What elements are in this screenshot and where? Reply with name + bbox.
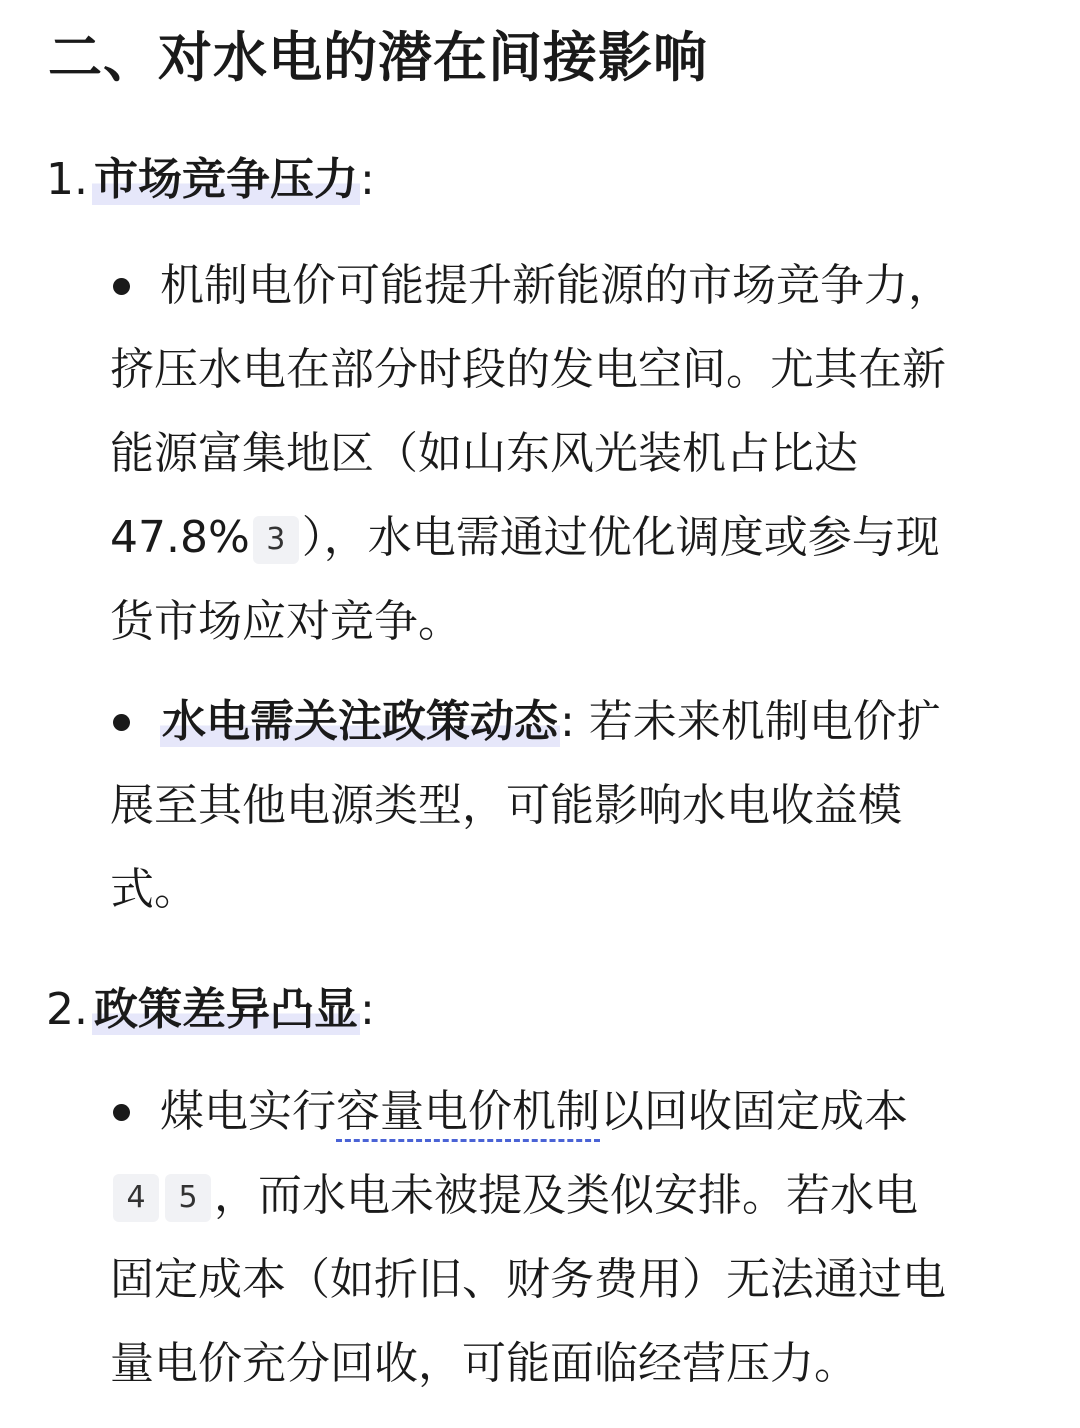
bullet-paragraph [110,680,1040,932]
text-line: 量电价充分回收，可能面临经营压力。 [110,1338,858,1389]
text-line: 以回收固定成本 [600,1086,908,1137]
item-colon: : [359,154,375,205]
text-line: 能源富集地区（如山东风光装机占比达 [110,428,858,479]
list-item-2 [46,980,375,1040]
item-title: 政策差异凸显 [93,984,358,1035]
list-number: 2. [46,984,88,1035]
text-line: ），水电需通过优化调度或参与现 [301,512,940,563]
text-line: 式。 [110,864,198,915]
item-colon: : [359,984,375,1035]
text-line: 挤压水电在部分时段的发电空间。尤其在新 [110,344,946,395]
text-line: 展至其他电源类型，可能影响水电收益模 [110,780,902,831]
bullet-dot-icon [113,714,130,731]
text-line: 货市场应对竞争。 [110,596,462,647]
list-item-1 [46,150,375,210]
bullet-dot-icon [113,278,130,295]
bullet-dot-icon [113,1104,130,1121]
bullet-title: 水电需关注政策动态 [162,696,558,747]
bullet-paragraph [110,244,1040,664]
item-title: 市场竞争压力 [93,154,358,205]
text-line: 47.8% [110,512,250,563]
text-line: ，而水电未被提及类似安排。若水电 [214,1170,918,1221]
text-line: 煤电实行 [160,1086,336,1137]
section-heading: 二、对水电的潜在间接影响 [48,26,708,89]
citation-badge[interactable]: 4 [113,1174,159,1222]
citation-badge[interactable]: 5 [165,1174,211,1222]
bullet-colon: : [560,696,575,747]
list-number: 1. [46,154,88,205]
citation-badge[interactable]: 3 [253,516,299,564]
bullet-paragraph [110,1070,1040,1406]
term-link[interactable]: 容量电价机制 [336,1086,600,1142]
text-line: 机制电价可能提升新能源的市场竞争力， [160,260,952,311]
text-line: 固定成本（如折旧、财务费用）无法通过电 [110,1254,946,1305]
text-line: 若未来机制电价扩 [588,696,941,747]
